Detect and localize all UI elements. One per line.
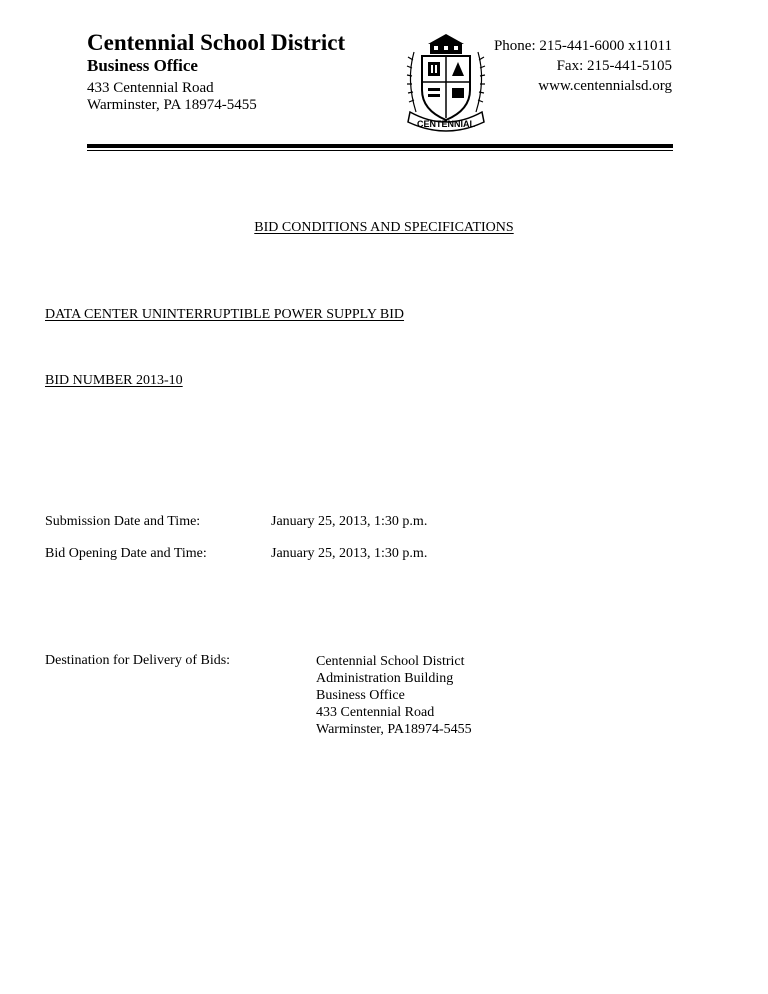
district-crest-logo [404,30,488,134]
submission-value: January 25, 2013, 1:30 p.m. [271,514,428,529]
phone-number: Phone: 215-441-6000 x11011 [493,38,672,54]
destination-line: Administration Building [316,671,454,686]
contact-block [494,36,672,96]
website-link[interactable]: www.centennialsd.org [538,78,672,94]
opening-value: January 25, 2013, 1:30 p.m. [271,546,428,561]
opening-label: Bid Opening Date and Time: [45,546,207,561]
destination-address [316,653,472,738]
address-line-1: 433 Centennial Road [87,80,214,96]
destination-label: Destination for Delivery of Bids: [45,653,231,668]
submission-label: Submission Date and Time: [45,514,201,529]
header-divider-thick [87,144,673,148]
address-line-2: Warminster, PA 18974-5455 [87,97,257,113]
document-heading: BID CONDITIONS AND SPECIFICATIONS [254,220,514,235]
bid-title: DATA CENTER UNINTERRUPTIBLE POWER SUPPLY BID [45,307,405,322]
header-divider-thin [87,150,673,151]
bid-number: BID NUMBER 2013-10 [45,373,183,388]
office-name: Business Office [87,56,198,75]
crest-banner-text: CENTENNIAL [417,119,475,129]
letterhead-address [87,80,257,114]
org-name: Centennial School District [87,30,346,55]
destination-line: Business Office [316,688,405,703]
destination-line: Warminster, PA18974-5455 [316,722,472,737]
destination-line: 433 Centennial Road [316,705,435,720]
fax-number: Fax: 215-441-5105 [556,58,672,74]
destination-line: Centennial School District [316,654,465,669]
